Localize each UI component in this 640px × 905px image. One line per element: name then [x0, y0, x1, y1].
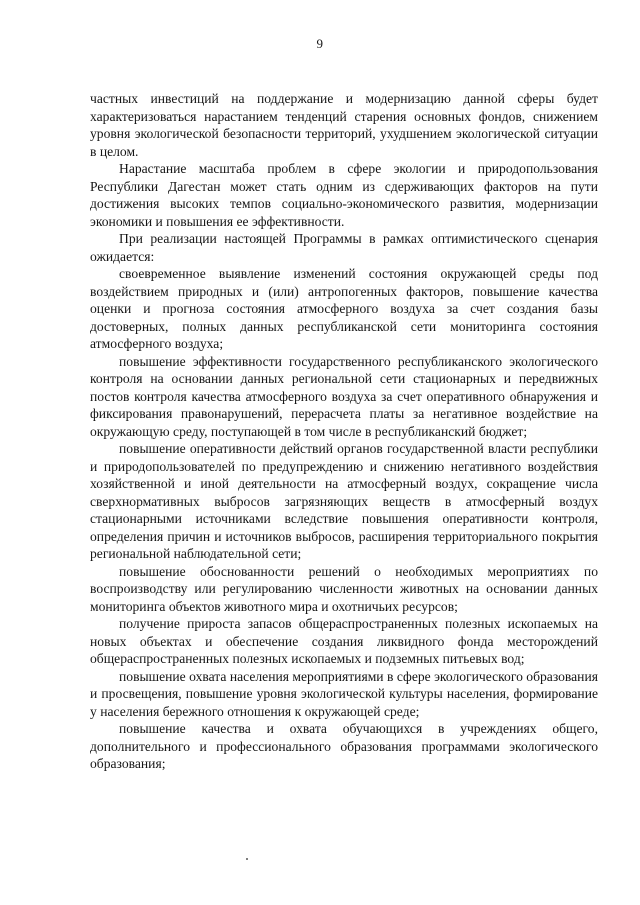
paragraph: При реализации настоящей Программы в рамках оптимистического сценария ожидается:	[90, 231, 598, 264]
paragraph: своевременное выявление изменений состояния окружающей среды под воздействием природных и (или) антропогенных факторов, повышение качества оценки и прогноза состояния атмосферного воздуха за счет создания базы достоверных, полных данных республиканской сети мониторинга состояния атмосферного воздуха;	[90, 266, 598, 351]
paragraph: повышение оперативности действий органов государственной власти республики и природопользователей по предупреждению и снижению негативного воздействия хозяйственной и иной деятельности на атмосферный воздух, сокращение числа сверхнормативных выбросов загрязняющих веществ в атмосферный воздух стационарными источниками вследствие повышения оперативности контроля, определения причин и источников выбросов, расширения территориального покрытия региональной наблюдательной сети;	[90, 441, 598, 561]
paragraph: Нарастание масштаба проблем в сфере экологии и природопользования Республики Дагестан может стать одним из сдерживающих факторов на пути достижения высоких темпов социально-экономического развития, модернизации экономики и повышения ее эффективности.	[90, 161, 598, 229]
paragraph: повышение охвата населения мероприятиями в сфере экологического образования и просвещения, повышение уровня экологической культуры населения, формирование у населения бережного отношения к окружающей среде;	[90, 668, 598, 719]
paragraph: повышение качества и охвата обучающихся в учреждениях общего, дополнительного и профессионального образования программами экологического образования;	[90, 721, 598, 771]
paragraph: частных инвестиций на поддержание и модернизацию данной сферы будет характеризоваться нарастанием тенденций старения основных фондов, снижением уровня экологической безопасности территорий, ухудшением экологической ситуации в целом.	[90, 91, 598, 159]
document-body	[90, 90, 598, 773]
page-number: 9	[316, 36, 324, 51]
scan-speck	[246, 858, 248, 860]
paragraph: повышение эффективности государственного республиканского экологического контроля на основании данных региональной сети стационарных и передвижных постов контроля качества атмосферного воздуха за счет оперативного обнаружения и фиксирования правонарушений, перерасчета платы за негативное воздействие на окружающую среду, поступающей в том числе в республиканский бюджет;	[90, 353, 598, 439]
paragraph: получение прироста запасов общераспространенных полезных ископаемых на новых объектах и обеспечение создания ликвидного фонда месторождений общераспространенных полезных ископаемых и подземных питьевых вод;	[90, 616, 598, 666]
paragraph: повышение обоснованности решений о необходимых мероприятиях по воспроизводству или регулированию численности животных на основании данных мониторинга объектов животного мира и охотничьих ресурсов;	[90, 563, 598, 614]
